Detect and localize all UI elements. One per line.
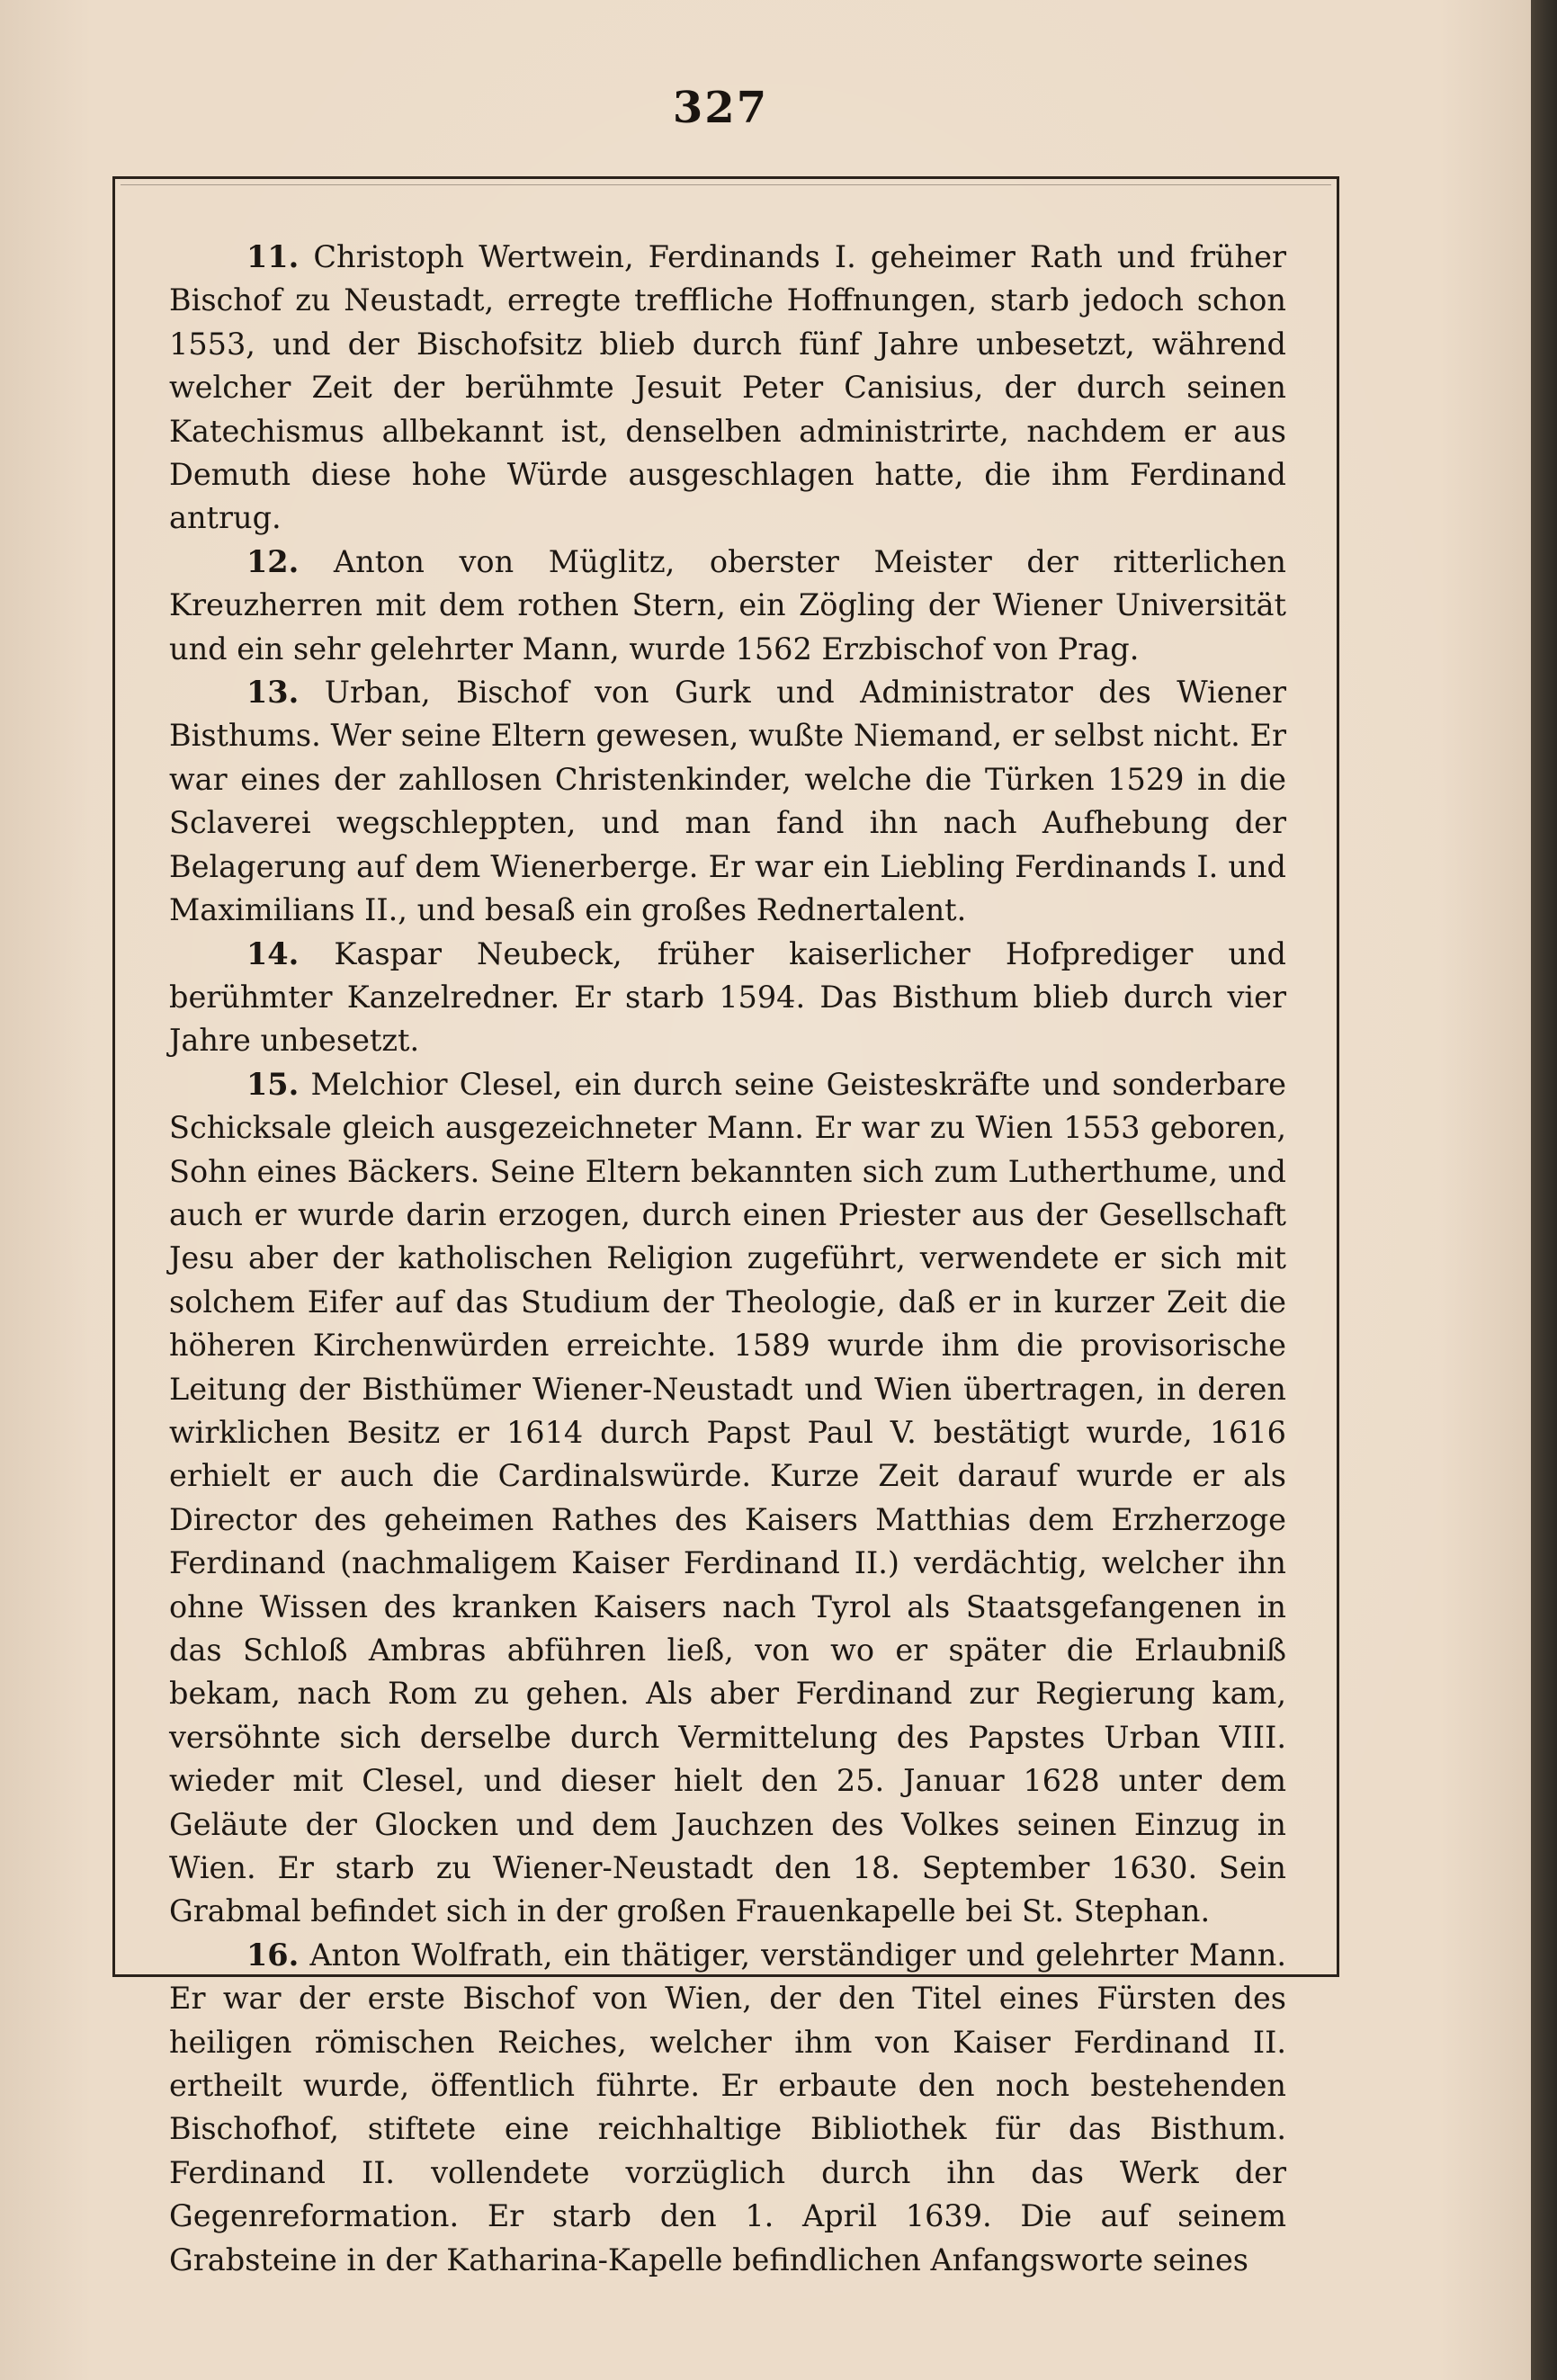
paragraph-13 [169,671,1286,932]
paragraph-16 [169,1934,1286,2282]
paragraph-number: 16. [246,1937,300,1973]
paragraph-14 [169,933,1286,1063]
paragraph-text: Christoph Wertwein, Ferdinands I. geheimer Rath und früher Bischof zu Neustadt, erregte treffliche Hoffnungen, starb jedoch schon 1553, und der Bischofsitz blieb durch fünf Jahre unbesetzt, während welcher Zeit der berühmte Jesuit Peter Canisius, der durch seinen Katechismus allbekannt ist, denselben administrirte, nachdem er aus Demuth diese hohe Würde ausgeschlagen hatte, die ihm Ferdinand antrug. [169,239,1286,536]
paragraph-text: Kaspar Neubeck, früher kaiserlicher Hofprediger und berühmter Kanzelredner. Er starb 1594. Das Bisthum blieb durch vier Jahre unbesetzt. [169,935,1286,1059]
paragraph-15 [169,1063,1286,1934]
paragraph-text: Anton Wolfrath, ein thätiger, verständiger und gelehrter Mann. Er war der erste Bischof von Wien, der den Titel eines Fürsten des heiligen römischen Reiches, welcher ihm von Kaiser Ferdinand II. ertheilt wurde, öffentlich führte. Er erbaute den noch bestehenden Bischofhof, stiftete eine reichhaltige Bibliothek für das Bisthum. Ferdinand II. vollendete vorzüglich durch ihn das Werk der Gegenreformation. Er starb den 1. April 1639. Die auf seinem Grabsteine in der Katharina-Kapelle befindlichen Anfangsworte seines [169,1937,1286,2277]
paragraph-number: 11. [246,239,300,274]
paragraph-number: 15. [246,1066,300,1102]
page-body [169,236,1286,2282]
paragraph-number: 14. [246,935,300,971]
page-number: 327 [672,83,769,133]
paragraph-number: 12. [246,543,300,579]
paragraph-11 [169,236,1286,541]
paragraph-text: Urban, Bischof von Gurk und Administrator des Wiener Bisthums. Wer seine Eltern gewesen, wußte Niemand, er selbst nicht. Er war eines der zahllosen Christenkinder, welche die Türken 1529 in die Sclaverei wegschleppten, und man fand ihn nach Aufhebung der Belagerung auf dem Wienerberge. Er war ein Liebling Ferdinands I. und Maximilians II., und besaß ein großes Rednertalent. [169,675,1286,928]
paragraph-text: Anton von Müglitz, oberster Meister der ritterlichen Kreuzherren mit dem rothen Stern, ein Zögling der Wiener Universität und ein sehr gelehrter Mann, wurde 1562 Erzbischof von Prag. [169,543,1286,667]
paragraph-text: Melchior Clesel, ein durch seine Geisteskräfte und sonderbare Schicksale gleich ausgezeichneter Mann. Er war zu Wien 1553 geboren, Sohn eines Bäckers. Seine Eltern bekannten sich zum Lutherthume, und auch er wurde darin erzogen, durch einen Priester aus der Gesellschaft Jesu aber der katholischen Religion zugeführt, verwendete er sich mit solchem Eifer auf das Studium der Theologie, daß er in kurzer Zeit die höheren Kirchenwürden erreichte. 1589 wurde ihm die provisorische Leitung der Bisthümer Wiener-Neustadt und Wien übertragen, in deren wirklichen Besitz er 1614 durch Papst Paul V. bestätigt wurde, 1616 erhielt er auch die Cardinalswürde. Kurze Zeit darauf wurde er als Director des geheimen Rathes des Kaisers Matthias dem Erzherzoge Ferdinand (nachmaligem Kaiser Ferdinand II.) verdächtig, welcher ihn ohne Wissen des kranken Kaisers nach Tyrol als Staatsgefangenen in das Schloß Ambras abführen ließ, von wo er später die Erlaubniß bekam, nach Rom zu gehen. Als aber Ferdinand zur Regierung kam, versöhnte sich derselbe durch Vermittelung des Papstes Urban VIII. wieder mit Clesel, und dieser hielt den 25. Januar 1628 unter dem Geläute der Glocken und dem Jauchzen des Volkes seinen Einzug in Wien. Er starb zu Wiener-Neustadt den 18. September 1630. Sein Grabmal befindet sich in der großen Frauenkapelle bei St. Stephan. [169,1066,1286,1929]
paragraph-12 [169,541,1286,671]
paragraph-number: 13. [246,675,300,711]
book-spine-edge [1531,0,1557,2380]
